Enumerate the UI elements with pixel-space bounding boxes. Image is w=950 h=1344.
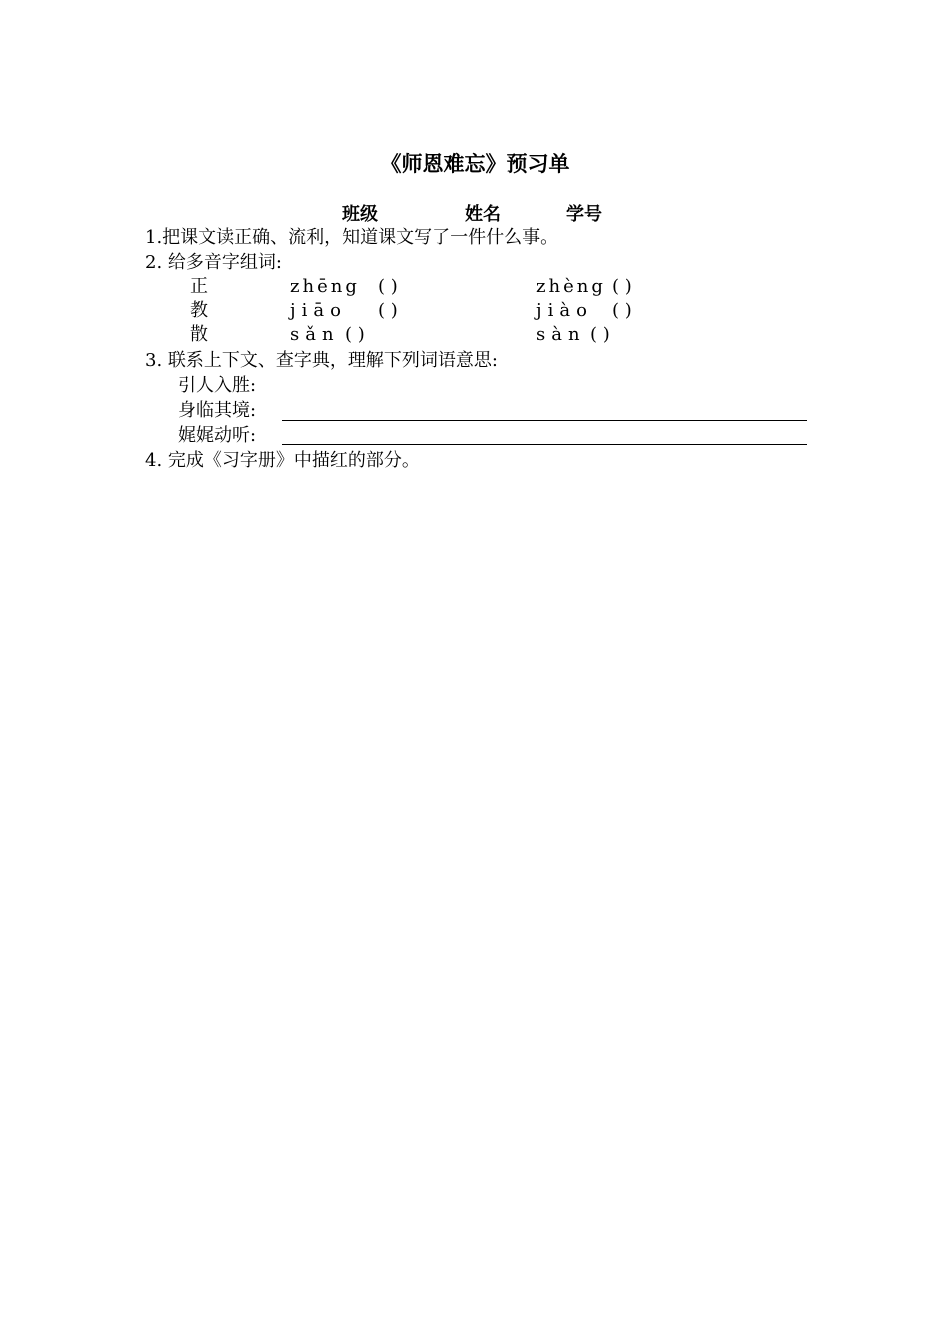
pinyin-2: zhèng: [536, 276, 606, 297]
name-label: 姓名: [465, 204, 501, 225]
pinyin-1: zhēng: [290, 276, 360, 297]
pinyin-2: jiào: [536, 300, 593, 321]
polyphone-char: 正: [190, 276, 208, 297]
term-2: 身临其境:: [178, 400, 257, 421]
answer-line-2[interactable]: [282, 420, 807, 421]
answer-blank-1: ( ): [378, 300, 398, 321]
term-1: 引人入胜:: [178, 375, 257, 396]
answer-blank-1: ( ): [378, 276, 398, 297]
class-label: 班级: [342, 204, 378, 225]
question-3-heading: 3. 联系上下文、查字典，理解下列词语意思:: [145, 350, 498, 371]
answer-blank-2: ( ): [612, 276, 632, 297]
answer-line-3[interactable]: [282, 444, 807, 445]
question-2-heading: 2. 给多音字组词:: [145, 252, 282, 273]
answer-blank-2: ( ): [590, 324, 610, 345]
pinyin-1: sǎn: [290, 324, 340, 345]
polyphone-char: 散: [190, 324, 208, 345]
pinyin-2: sàn: [536, 324, 586, 345]
pinyin-1: jiāo: [290, 300, 347, 321]
answer-blank-2: ( ): [612, 300, 632, 321]
page-title: 《师恩难忘》预习单: [380, 151, 570, 176]
answer-blank-1: ( ): [345, 324, 365, 345]
question-1: 1.把课文读正确、流利，知道课文写了一件什么事。: [145, 227, 559, 248]
polyphone-char: 教: [190, 300, 208, 321]
student-info-row: [0, 200, 950, 224]
term-3: 娓娓动听:: [178, 425, 257, 446]
student-number-label: 学号: [566, 204, 602, 225]
question-4: 4. 完成《习字册》中描红的部分。: [145, 450, 420, 471]
